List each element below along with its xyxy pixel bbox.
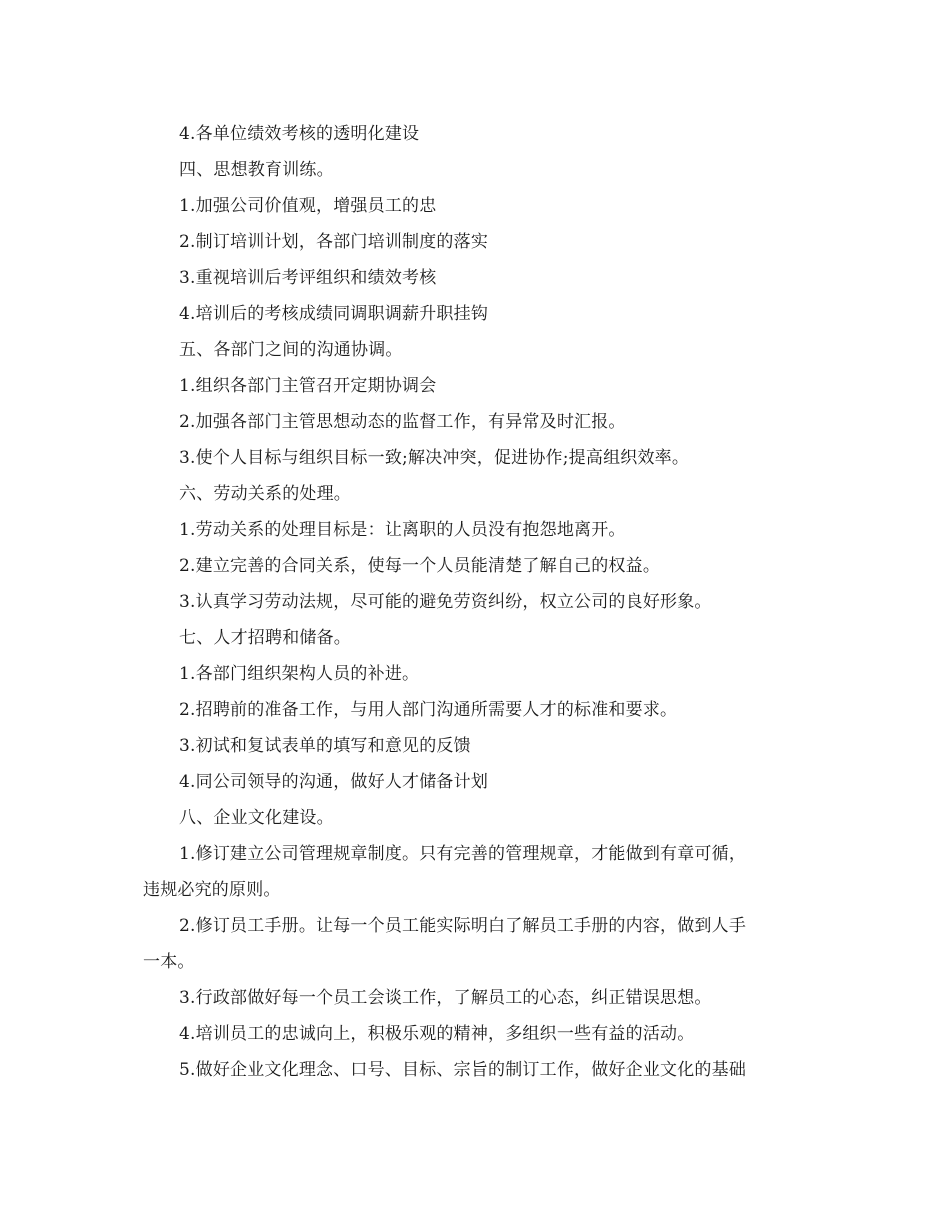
text-line: 2.制订培训计划，各部门培训制度的落实 — [179, 232, 489, 252]
text-line-continuation: 违规必究的原则。 — [143, 880, 281, 900]
text-line: 2.招聘前的准备工作，与用人部门沟通所需要人才的标准和要求。 — [179, 700, 678, 720]
text-line: 4.同公司领导的沟通，做好人才储备计划 — [179, 772, 489, 792]
text-line: 1.修订建立公司管理规章制度。只有完善的管理规章，才能做到有章可循， — [179, 844, 747, 864]
text-line: 1.加强公司价值观，增强员工的忠 — [179, 196, 437, 216]
text-line: 3.重视培训后考评组织和绩效考核 — [179, 268, 437, 288]
text-line: 5.做好企业文化理念、口号、目标、宗旨的制订工作，做好企业文化的基础 — [179, 1060, 747, 1080]
text-line: 4.各单位绩效考核的透明化建设 — [179, 124, 420, 144]
text-line: 3.使个人目标与组织目标一致;解决冲突，促进协作;提高组织效率。 — [179, 448, 690, 468]
text-line: 3.行政部做好每一个员工会谈工作，了解员工的心态，纠正错误思想。 — [179, 988, 712, 1008]
text-line: 1.组织各部门主管召开定期协调会 — [179, 376, 437, 396]
section-heading: 七、人才招聘和储备。 — [179, 628, 351, 648]
text-line: 2.修订员工手册。让每一个员工能实际明白了解员工手册的内容，做到人手 — [179, 916, 747, 936]
section-heading: 八、企业文化建设。 — [179, 808, 334, 828]
text-line-continuation: 一本。 — [143, 952, 195, 972]
text-line: 1.各部门组织架构人员的补进。 — [179, 664, 420, 684]
section-heading: 六、劳动关系的处理。 — [179, 484, 351, 504]
text-line: 4.培训员工的忠诚向上，积极乐观的精神，多组织一些有益的活动。 — [179, 1024, 695, 1044]
text-line: 4.培训后的考核成绩同调职调薪升职挂钩 — [179, 304, 489, 324]
text-line: 2.建立完善的合同关系，使每一个人员能清楚了解自己的权益。 — [179, 556, 661, 576]
text-line: 2.加强各部门主管思想动态的监督工作，有异常及时汇报。 — [179, 412, 626, 432]
text-line: 3.认真学习劳动法规，尽可能的避免劳资纠纷，权立公司的良好形象。 — [179, 592, 712, 612]
section-heading: 四、思想教育训练。 — [179, 160, 334, 180]
document-body — [143, 116, 803, 1088]
text-line: 1.劳动关系的处理目标是：让离职的人员没有抱怨地离开。 — [179, 520, 626, 540]
text-line: 3.初试和复试表单的填写和意见的反馈 — [179, 736, 471, 756]
section-heading: 五、各部门之间的沟通协调。 — [179, 340, 403, 360]
